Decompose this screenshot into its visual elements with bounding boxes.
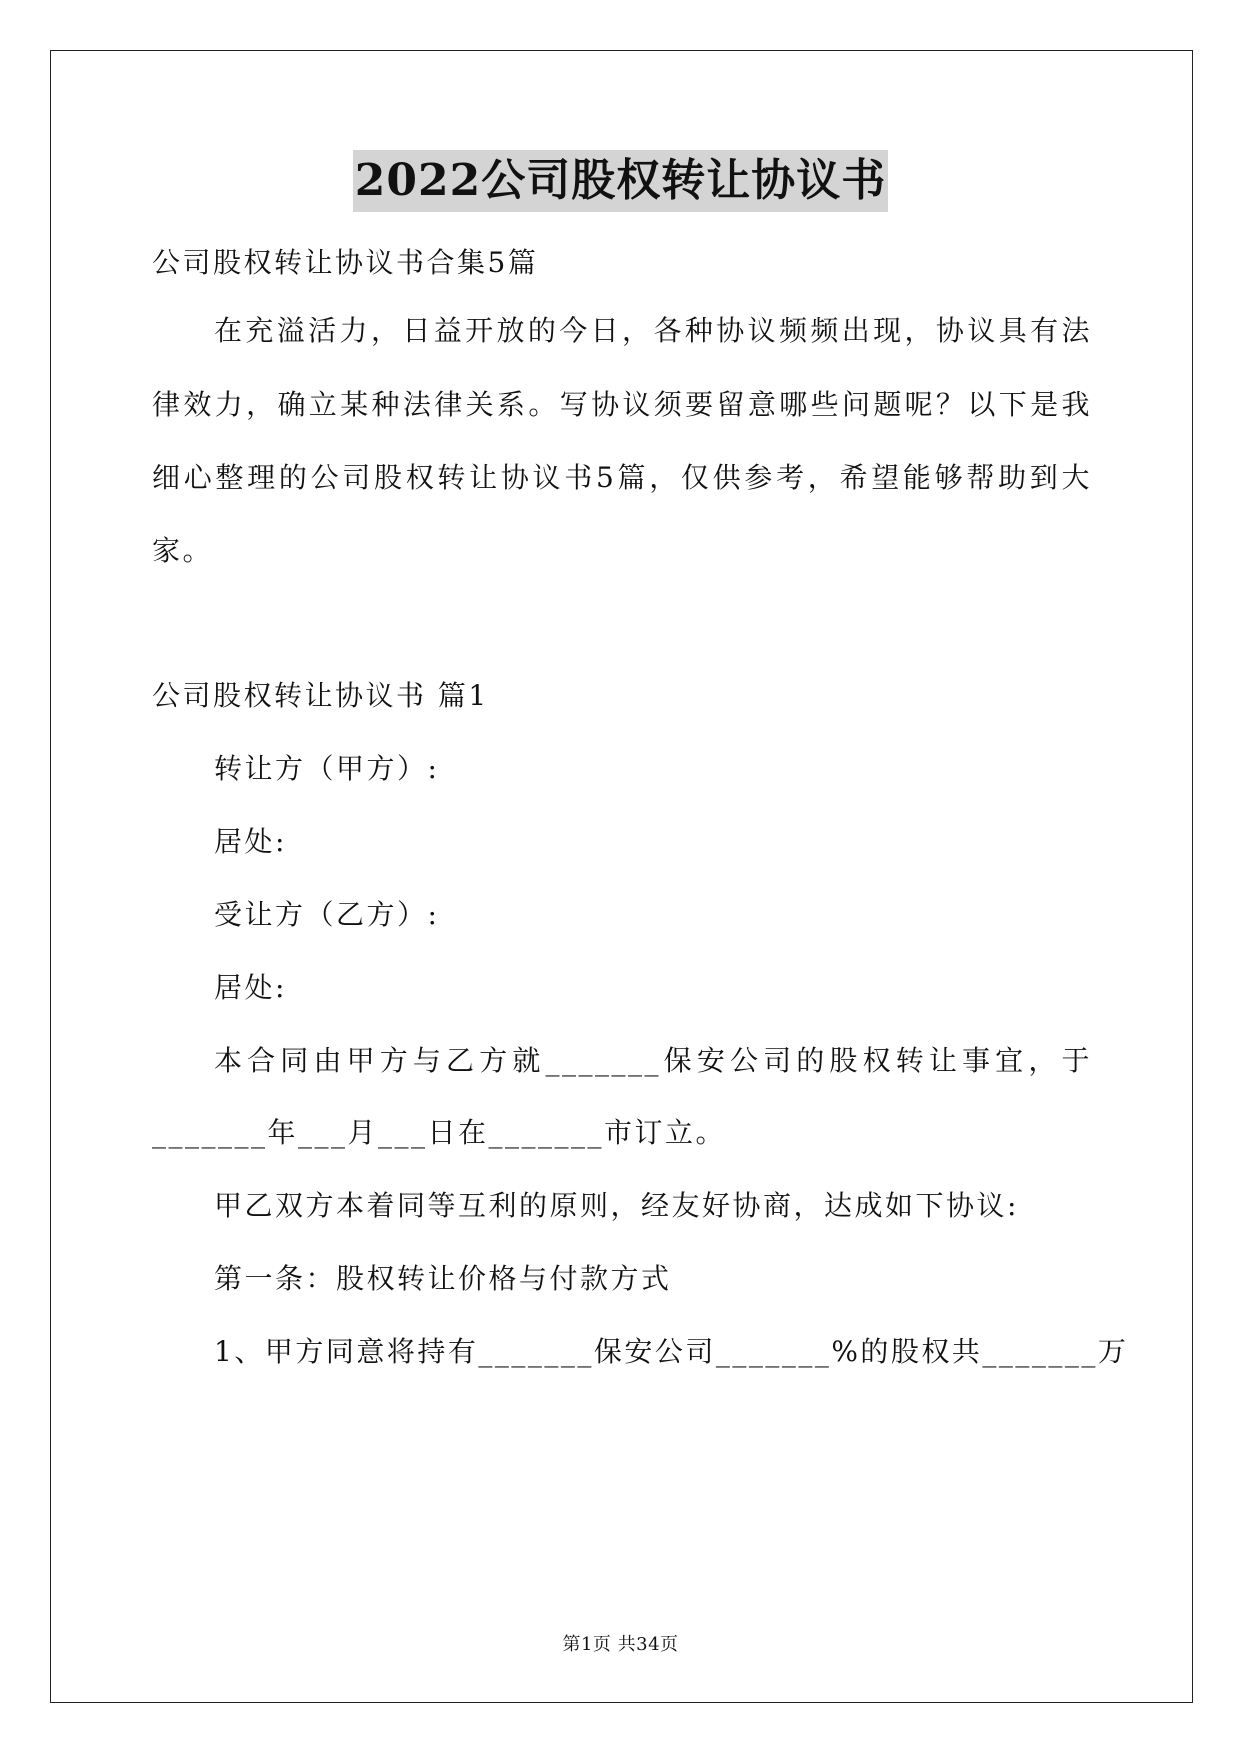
- transferee-field: 受让方（乙方）:: [214, 898, 440, 931]
- transferor-address-field: 居处:: [214, 825, 287, 858]
- document-subtitle: 公司股权转让协议书合集5篇: [152, 246, 539, 279]
- page-footer: 第1页 共34页: [562, 1634, 679, 1655]
- title-container: [0, 150, 1241, 212]
- intro-line-2: 律效力，确立某种法律关系。写协议须要留意哪些问题呢？以下是我: [152, 388, 1092, 421]
- section-heading: 公司股权转让协议书 篇1: [152, 679, 489, 712]
- contract-line-1: 本合同由甲方与乙方就_______保安公司的股权转让事宜，于: [214, 1044, 1092, 1077]
- agreement-intro: 甲乙双方本着同等互利的原则，经友好协商，达成如下协议:: [214, 1189, 1019, 1222]
- document-title: 2022公司股权转让协议书: [353, 150, 888, 212]
- intro-line-3: 细心整理的公司股权转让协议书5篇，仅供参考，希望能够帮助到大: [152, 461, 1092, 494]
- article-1-heading: 第一条：股权转让价格与付款方式: [214, 1262, 672, 1295]
- transferor-field: 转让方（甲方）:: [214, 752, 440, 785]
- intro-line-4: 家。: [152, 534, 214, 567]
- article-1-item-1: 1、甲方同意将持有_______保安公司_______%的股权共_______万: [214, 1335, 1129, 1368]
- contract-line-2: _______年___月___日在_______市订立。: [152, 1116, 727, 1149]
- page-border: [50, 50, 1193, 1703]
- transferee-address-field: 居处:: [214, 971, 287, 1004]
- intro-line-1: 在充溢活力，日益开放的今日，各种协议频频出现，协议具有法: [214, 314, 1092, 347]
